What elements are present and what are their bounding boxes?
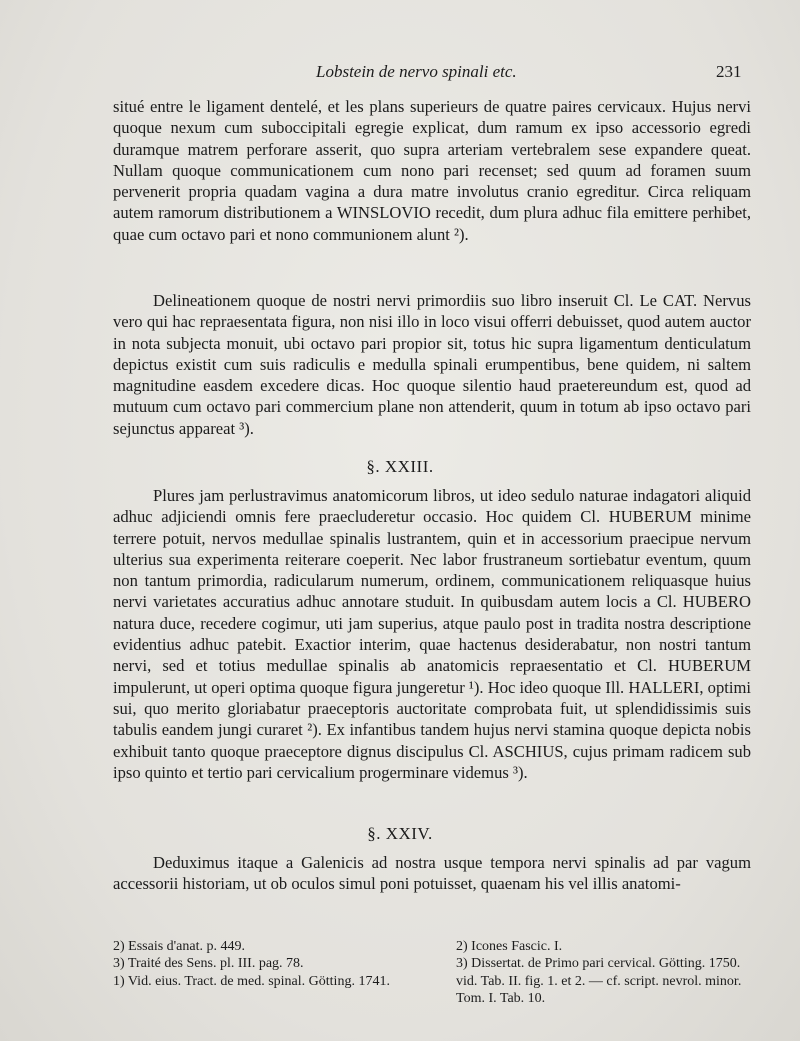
footnote: 2) Icones Fascic. I. bbox=[456, 939, 563, 954]
paragraph-4 bbox=[113, 852, 751, 895]
paragraph-4-text: Deduximus itaque a Galenicis ad nostra usque tempora nervi spinalis ad par vagum accessorii historiam, ut ob oculos simul poni potuisset, quaenam his vel illis anatomi- bbox=[113, 853, 751, 894]
footnotes-left-column bbox=[113, 938, 413, 990]
paragraph-3 bbox=[113, 485, 751, 783]
paragraph-2-text: Delineationem quoque de nostri nervi primordiis suo libro inseruit Cl. Le CAT. Nervus vero qui hac repraesentata figura, non nisi illo in loco visui offerri debuisset, quod autem auctor in nota subjecta monuit, ubi octavo pari propior sit, totus hic supra ligamentum denticulatum depictus existit cum suis radiculis e medulla spinali erumpentibus, bene quidem, ni saltem magnitudine easdem excedere dicas. Hoc quoque silentio haud praetereundum est, quod ad mutuum cum octavo pari commercium plane non attenderit, quum in totum ab ipso octavo pari sejunctus appareat ³). bbox=[113, 291, 751, 438]
footnote: 1) Vid. eius. Tract. de med. spinal. Götting. 1741. bbox=[113, 973, 390, 989]
page-header bbox=[0, 62, 800, 84]
footnotes-right-column bbox=[456, 938, 752, 1007]
paragraph-1-text: situé entre le ligament dentelé, et les plans superieurs de quatre paires cervicaux. Hujus nervi quoque nexum cum suboccipitali egregie explicat, dum ramum ex ipso accessorio egredi duramque matrem perforare asserit, quo supra arteriam vertebralem sese expandere queat. Nullam quoque communicationem cum nono pari recenset; sed quum ad foramen suum pervenerit propria quadam vagina a dura matre involutus cranio egreditur. Circa reliquam autem ramorum distributionem a WINSLOVIO recedit, dum plura adhuc fila emittere perhibet, quae cum octavo pari et nono communionem alunt ²). bbox=[113, 97, 751, 244]
paragraph-3-text: Plures jam perlustravimus anatomicorum libros, ut ideo sedulo naturae indagatori aliquid adhuc adjiciendi omnis fere praecluderetur occasio. Hoc quidem Cl. HUBERUM minime terrere potuit, nervos medullae spinalis lustrantem, quin et in accessorium praecipue nervum ulterius sua experimenta reiterare coeperit. Nec labor frustraneum sortiebatur eventum, quum non tantum primordia, radicularum numerum, ordinem, communicationem reliquasque huius nervi varietates accuratius adhuc annotare studuit. In quibusdam autem locis a Cl. HUBERO natura duce, recedere cogimur, uti jam superius, atque paulo post in tradita nostra descriptione evidentius adhuc patebit. Exactior interim, quae hactenus desiderabatur, non nostri tantum nervi, sed et totius medullae spinalis ab anatomicis repraesentatio et Cl. HUBERUM impulerunt, ut operi optima quoque figura jungeretur ¹). Hoc ideo quoque Ill. HALLERI, optimi sui, quo merito gloriabatur praeceptoris auctoritate comprobata fuit, ut splendidissimis suis tabulis eandem jungi curaret ²). Ex infantibus tandem hujus nervi stamina quoque depicta nobis exhibuit tanto quoque praeceptore dignus discipulus Cl. ASCHIUS, cujus primam radicem sub ipso quinto et tertio pari cervicalium progerminare videmus ³). bbox=[113, 486, 751, 782]
running-title: Lobstein de nervo spinali etc. bbox=[316, 62, 517, 81]
footnote: 3) Traité des Sens. pl. III. pag. 78. bbox=[113, 956, 304, 972]
footnote: 2) Essais d'anat. p. 449. bbox=[113, 939, 246, 954]
paragraph-1 bbox=[113, 96, 751, 245]
section-heading-24: §. XXIV. bbox=[367, 824, 433, 843]
page-number: 231 bbox=[716, 62, 742, 81]
section-heading-23: §. XXIII. bbox=[366, 457, 434, 476]
footnote: 3) Dissertat. de Primo pari cervical. Götting. 1750. vid. Tab. II. fig. 1. et 2. — cf. script. nevrol. minor. Tom. I. Tab. 10. bbox=[456, 956, 742, 1006]
paragraph-2 bbox=[113, 290, 751, 439]
